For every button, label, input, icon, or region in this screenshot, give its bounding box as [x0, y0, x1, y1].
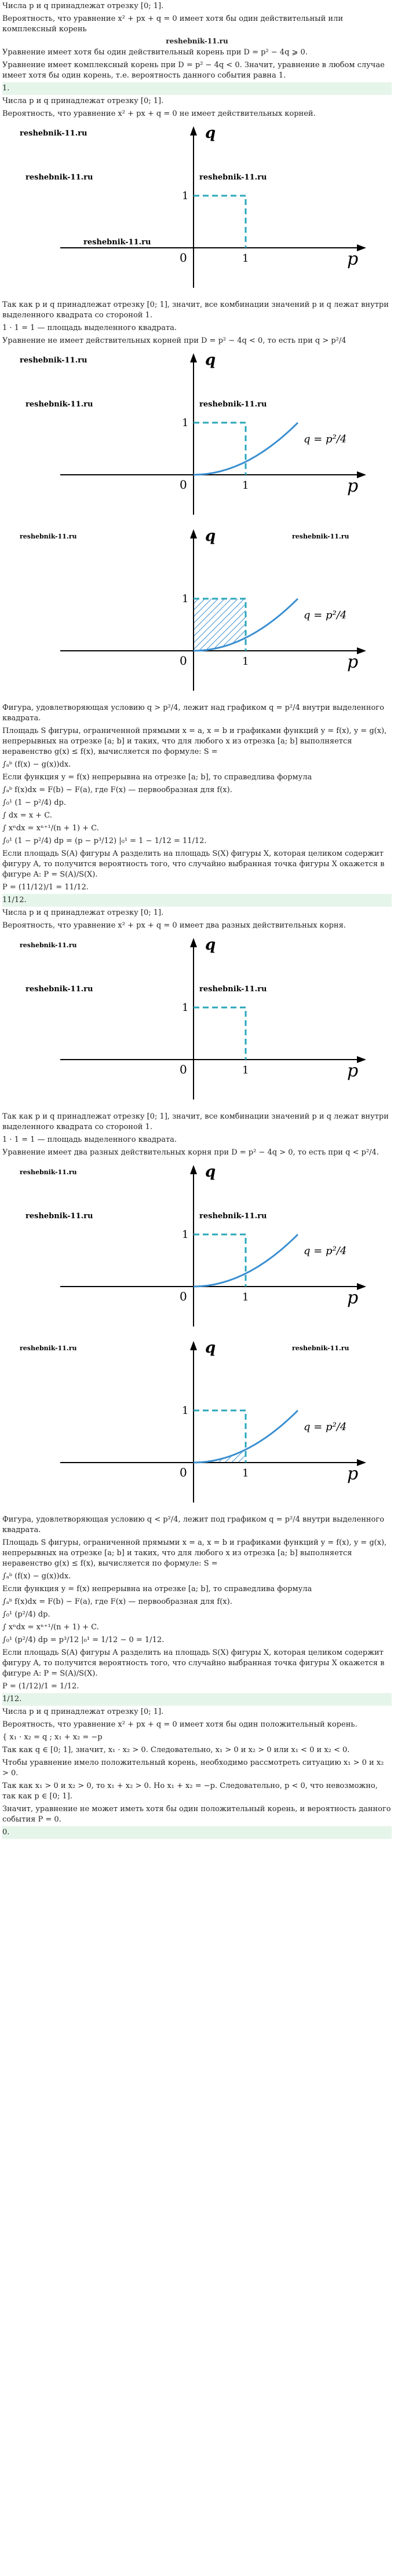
s2-p15: Если площадь S(A) фигуры A разделить на площадь S(X) фигуры X, которая целиком содержит фигуру A, то получится вероятность того, что случайно выбранная точка фигуры X окажется в фигуре A: P = S(A)/S(X). [2, 849, 385, 879]
s3-p3: Так как p и q принадлежат отрезку [0; 1], значит, все комбинации значений p и q лежат внутри выделенного квадрата со стороной 1. [2, 1112, 389, 1131]
curve-label: q = p²/4 [304, 433, 347, 445]
graph-square [2, 123, 392, 296]
p-arrow [357, 1056, 366, 1063]
graph-square-2 [2, 935, 392, 1108]
tick-p-one: 1 [242, 479, 249, 492]
section-2 [0, 95, 394, 907]
s3-p8: ∫ₐᵇ (f(x) − g(x))dx. [2, 1572, 71, 1581]
q-arrow [190, 1341, 197, 1350]
s3-p11: ∫₀¹ (p²/4) dp. [2, 1610, 50, 1619]
s4-p3: { x₁ · x₂ = q ; x₁ + x₂ = −p [2, 1733, 103, 1742]
tick-q-one: 1 [182, 190, 189, 202]
watermark: reshebnik-11.ru [292, 1344, 349, 1352]
watermark: reshebnik-11.ru [20, 941, 77, 949]
axis-q-label: q [205, 1163, 216, 1181]
axis-p-label: p [347, 249, 359, 269]
axis-p-label: p [347, 476, 359, 496]
s3-p4: 1 · 1 = 1 — площадь выделенного квадрата. [2, 1135, 177, 1144]
axis-p-label: p [347, 652, 359, 672]
watermark: reshebnik-11.ru [199, 1212, 267, 1221]
s2-p9: Если функция y = f(x) непрерывна на отрезке [a; b], то справедлива формула [2, 773, 312, 782]
q-arrow [190, 126, 197, 135]
s3-p1: Числа p и q принадлежат отрезку [0; 1]. [2, 908, 164, 917]
s1-answer: 1. [2, 82, 392, 95]
section-3 [0, 907, 394, 1706]
s4-answer: 0. [2, 1826, 392, 1839]
watermark: reshebnik-11.ru [292, 533, 349, 540]
curve-label: q = p²/4 [304, 1245, 347, 1257]
watermark: reshebnik-11.ru [20, 129, 87, 138]
axis-q-label: q [205, 1339, 216, 1357]
shaded-region [194, 599, 246, 651]
watermark: reshebnik-11.ru [20, 533, 77, 540]
section-4 [0, 1706, 394, 1839]
s3-p9: Если функция y = f(x) непрерывна на отрезке [a; b], то справедлива формула [2, 1585, 312, 1593]
origin-label: 0 [180, 478, 187, 492]
s2-p7: Площадь S фигуры, ограниченной прямыми x = a, x = b и графиками функций y = f(x), y = g(x), непрерывных на отрезке [a; b] и таких, что для любого x из отрезка [a; b] выполняется неравенство g(x) ≤ f(x), вычисляется по формуле: S = [2, 727, 387, 756]
tick-q-one: 1 [182, 1405, 189, 1417]
unit-square [194, 1007, 246, 1060]
s3-p7: Площадь S фигуры, ограниченной прямыми x = a, x = b и графиками функций y = f(x), y = g(x), непрерывных на отрезке [a; b] и таких, что для любого x из отрезка [a; b] выполняется неравенство g(x) ≤ f(x), вычисляется по формуле: S = [2, 1538, 387, 1568]
q-arrow [190, 529, 197, 538]
s3-p15: P = (1/12)/1 = 1/12. [2, 1682, 79, 1691]
s3-p2: Вероятность, что уравнение x² + px + q = 0 имеет два разных действительных корня. [2, 921, 346, 930]
s2-p6: Фигура, удовлетворяющая условию q > p²/4, лежит над графиком q = p²/4 внутри выделенного квадрата. [2, 703, 384, 723]
curve-label: q = p²/4 [304, 1421, 347, 1433]
graph-shaded-above [2, 526, 392, 699]
s3-p13: ∫₀¹ (p²/4) dp = p³/12 |₀¹ = 1/12 − 0 = 1/12. [2, 1636, 165, 1644]
s2-p14: ∫₀¹ (1 − p²/4) dp = (p − p³/12) |₀¹ = 1 − 1/12 = 11/12. [2, 837, 207, 845]
s1-p2: Вероятность, что уравнение x² + px + q = 0 имеет хотя бы один действительный или комплексный корень [2, 14, 343, 34]
tick-p-one: 1 [242, 655, 249, 668]
tick-p-one: 1 [242, 1064, 249, 1076]
watermark: reshebnik-11.ru [83, 238, 151, 247]
s2-p5: Уравнение не имеет действительных корней при D = p² − 4q < 0, то есть при q > p²/4 [2, 336, 346, 345]
s4-p1: Числа p и q принадлежат отрезку [0; 1]. [2, 1707, 164, 1716]
p-arrow [357, 471, 366, 478]
s4-p7: Значит, уравнение не может иметь хотя бы один положительный корень, и вероятность данного события P = 0. [2, 1805, 391, 1824]
s3-p14: Если площадь S(A) фигуры A разделить на площадь S(X) фигуры X, которая целиком содержит фигуру A, то получится вероятность того, что случайно выбранная точка фигуры X окажется в фигуре A: P = S(A)/S(X). [2, 1648, 385, 1678]
axis-q-label: q [205, 527, 216, 545]
s2-p13: ∫ xⁿdx = xⁿ⁺¹/(n + 1) + C. [2, 824, 99, 833]
axis-p-label: p [347, 1464, 359, 1484]
s4-p5: Чтобы уравнение имело положительный корень, необходимо рассмотреть ситуацию x₁ > 0 и x₂ > 0. [2, 1758, 384, 1778]
axis-q-label: q [205, 351, 216, 369]
watermark: reshebnik-11.ru [199, 173, 267, 182]
s4-p2: Вероятность, что уравнение x² + px + q = 0 имеет хотя бы один положительный корень. [2, 1720, 357, 1729]
origin-label: 0 [180, 251, 187, 265]
s2-p16: P = (11/12)/1 = 11/12. [2, 883, 89, 892]
watermark: reshebnik-11.ru [25, 400, 93, 409]
tick-q-one: 1 [182, 593, 189, 605]
s4-p4: Так как q ∈ [0; 1], значит, x₁ · x₂ > 0. Следовательно, x₁ > 0 и x₂ > 0 или x₁ < 0 и x₂ < 0. [2, 1746, 350, 1754]
s2-p12: ∫ dx = x + C. [2, 811, 52, 820]
q-arrow [190, 938, 197, 947]
tick-q-one: 1 [182, 1229, 189, 1241]
s2-p2: Вероятность, что уравнение x² + px + q = 0 не имеет действительных корней. [2, 109, 316, 118]
p-arrow [357, 647, 366, 654]
watermark: reshebnik-11.ru [20, 356, 87, 365]
origin-label: 0 [180, 1062, 187, 1076]
watermark: reshebnik-11.ru [25, 985, 93, 994]
watermark: reshebnik-11.ru [25, 1212, 93, 1221]
s1-p3: Уравнение имеет хотя бы один действительный корень при D = p² − 4q ⩾ 0. [2, 48, 308, 57]
graph-shaded-below [2, 1338, 392, 1511]
s2-p11: ∫₀¹ (1 − p²/4) dp. [2, 798, 66, 807]
s3-p10: ∫ₐᵇ f(x)dx = F(b) − F(a), где F(x) — первообразная для f(x). [2, 1597, 232, 1606]
tick-q-one: 1 [182, 417, 189, 429]
unit-square [194, 196, 246, 248]
s1-p4: Уравнение имеет комплексный корень при D = p² − 4q < 0. Значит, уравнение в любом случае имеет хотя бы один корень, т.е. вероятность данного события равна 1. [2, 61, 385, 80]
s2-p3: Так как p и q принадлежат отрезку [0; 1], значит, все комбинации значений p и q лежат внутри выделенного квадрата со стороной 1. [2, 301, 389, 320]
q-arrow [190, 353, 197, 362]
origin-label: 0 [180, 1289, 187, 1303]
p-arrow [357, 1459, 366, 1466]
tick-p-one: 1 [242, 252, 249, 265]
watermark: reshebnik-11.ru [199, 985, 267, 994]
tick-q-one: 1 [182, 1002, 189, 1014]
unit-square [194, 1234, 246, 1287]
tick-p-one: 1 [242, 1467, 249, 1479]
s2-p10: ∫ₐᵇ f(x)dx = F(b) − F(a), где F(x) — первообразная для f(x). [2, 786, 232, 794]
s2-answer: 11/12. [2, 894, 392, 907]
graph-parabola [2, 350, 392, 523]
tick-p-one: 1 [242, 1291, 249, 1303]
shaded-region [194, 1450, 246, 1463]
watermark: reshebnik-11.ru [166, 37, 228, 45]
p-arrow [357, 1283, 366, 1290]
q-arrow [190, 1165, 197, 1174]
watermark: reshebnik-11.ru [25, 173, 93, 182]
s3-p5: Уравнение имеет два разных действительных корня при D = p² − 4q > 0, то есть при q < p²/4. [2, 1148, 379, 1157]
axis-q-label: q [205, 124, 216, 142]
origin-label: 0 [180, 654, 187, 668]
s3-answer: 1/12. [2, 1693, 392, 1706]
p-arrow [357, 244, 366, 251]
s2-p8: ∫ₐᵇ (f(x) − g(x))dx. [2, 760, 71, 769]
s3-p6: Фигура, удовлетворяющая условию q < p²/4, лежит под графиком q = p²/4 внутри выделенного квадрата. [2, 1515, 385, 1534]
s2-p4: 1 · 1 = 1 — площадь выделенного квадрата. [2, 324, 177, 332]
s2-p1: Числа p и q принадлежат отрезку [0; 1]. [2, 97, 164, 105]
watermark: reshebnik-11.ru [20, 1168, 77, 1176]
curve-label: q = p²/4 [304, 609, 347, 621]
axis-p-label: p [347, 1288, 359, 1308]
axis-p-label: p [347, 1061, 359, 1081]
watermark: reshebnik-11.ru [20, 1344, 77, 1352]
s1-p1: Числа p и q принадлежат отрезку [0; 1]. [2, 2, 164, 10]
section-1 [0, 0, 394, 95]
unit-square [194, 423, 246, 475]
origin-label: 0 [180, 1465, 187, 1479]
graph-parabola-2 [2, 1161, 392, 1335]
watermark: reshebnik-11.ru [199, 400, 267, 409]
s4-p6: Так как x₁ > 0 и x₂ > 0, то x₁ + x₂ > 0. Но x₁ + x₂ = −p. Следовательно, p < 0, что невозможно, так как p ∈ [0; 1]. [2, 1782, 378, 1801]
axis-q-label: q [205, 936, 216, 954]
s3-p12: ∫ xⁿdx = xⁿ⁺¹/(n + 1) + C. [2, 1623, 99, 1632]
